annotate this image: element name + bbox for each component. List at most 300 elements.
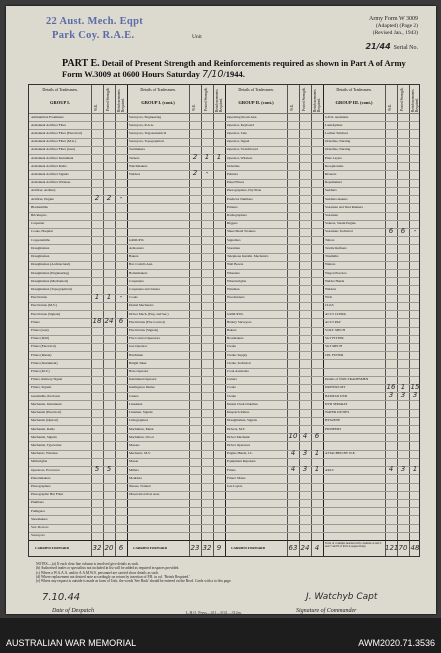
row-rule	[29, 228, 419, 229]
header-reinf: Reinforcements Required.	[215, 89, 223, 112]
form-page	[6, 6, 436, 614]
num-divider	[299, 85, 300, 556]
entry-value: 1	[314, 448, 320, 457]
row-label: Operating Room Asst.	[227, 114, 258, 119]
row-label: Fitters (Diesel)	[31, 352, 52, 357]
row-label: Radiographers	[227, 213, 247, 218]
header-reinf: Reinforcements Required.	[313, 89, 321, 112]
row-label: Electricians (Signals)	[129, 328, 159, 332]
row-rule	[29, 524, 419, 525]
row-label: Mason	[129, 459, 139, 464]
row-label: CLKS	[325, 303, 334, 308]
date-despatch-value: 7.10.44	[42, 592, 81, 603]
row-label: Hatchmen	[129, 352, 143, 357]
row-label: Boilermakers	[129, 270, 148, 275]
row-label: Dental Mechanics	[129, 303, 154, 308]
entry-value: 4	[290, 465, 296, 474]
row-rule	[29, 507, 419, 508]
entry-value: 4	[388, 465, 394, 474]
row-label: Saddlers-makers	[325, 196, 348, 201]
row-label: Cook Assistants	[227, 369, 249, 374]
archive-footer	[0, 618, 441, 653]
row-label: Electricians (M.V.)	[31, 303, 57, 308]
entry-value: 2	[192, 153, 198, 162]
row-label: Draughtsmen (Topographical)	[31, 286, 72, 291]
row-label: Gas Operator	[129, 344, 148, 349]
row-label: Fitters, Railway Signal	[31, 377, 63, 382]
header-reinf: Reinforcements Required.	[117, 89, 125, 112]
row-label: Cooks	[227, 385, 236, 390]
row-label: Moulders	[129, 475, 142, 480]
row-rule	[29, 384, 419, 385]
row-label: Woodturners	[227, 295, 245, 300]
strength-table	[28, 84, 420, 557]
entry-value: 6	[118, 317, 124, 326]
entry-value: 4	[290, 448, 296, 457]
carried-forward-value: 48	[410, 544, 420, 552]
row-label: PIONEERS	[325, 426, 342, 431]
carried-forward-value: 9	[216, 544, 222, 552]
row-label: Mechanist, Instrument	[31, 401, 62, 406]
row-label: Despatch Riders	[227, 410, 250, 415]
row-label: BATMAN DVR	[325, 393, 348, 398]
row-label: Telephone Installn. Mechanics	[227, 254, 269, 259]
row-label: Laundrymen	[325, 122, 343, 127]
row-rule	[29, 450, 419, 451]
row-label: Artificer, Artillery	[31, 188, 56, 193]
totals-note: Total of columns headed with columns 4 and 5, and 7 and 8 of Part A respectively.	[325, 542, 382, 549]
row-label: ACCT PAY	[325, 319, 341, 324]
header-group: GROUP II. (cont.)	[238, 100, 274, 105]
header-rule	[29, 113, 419, 114]
header-posted: Posted Strength.	[106, 87, 110, 111]
row-label: Dental Clerk Orderlies	[227, 401, 258, 406]
row-label: Welders	[129, 171, 141, 176]
entry-value: 1	[400, 382, 406, 391]
row-label: Gas Layers	[227, 484, 243, 489]
desc-divider	[385, 85, 386, 556]
entry-value: 24	[104, 317, 114, 326]
row-label: Mechanist, Signals	[31, 434, 57, 439]
row-label: Riggers	[227, 221, 238, 226]
row-label: Armourers	[129, 245, 144, 250]
carried-forward-value: 32	[202, 544, 212, 552]
row-label: Bakers	[129, 254, 139, 259]
carried-forward-value: 70	[398, 544, 408, 552]
row-label: Watchmakers	[129, 163, 148, 168]
row-label: Operators, Excavator	[31, 467, 60, 472]
form-adapted: (Adapted) (Page 2)	[375, 23, 418, 29]
entry-value: -	[205, 169, 209, 178]
row-label: Battery Surveyors	[227, 319, 252, 324]
row-label: DVR SEPARAT	[325, 401, 348, 406]
row-rule	[29, 376, 419, 377]
row-rule	[29, 466, 419, 467]
row-label: HYGIENE	[325, 418, 341, 423]
row-label: Textile Refiners	[325, 245, 347, 250]
row-rule	[29, 400, 419, 401]
note-line: (b) Authorised trades or specialists not included in list will be added as required in spaces provided.	[36, 566, 180, 571]
row-label: Clerks	[227, 393, 236, 398]
carried-forward-value: 121	[385, 544, 399, 552]
row-rule	[29, 195, 419, 196]
row-label: Wheelwrights	[227, 278, 247, 283]
row-label: SGT FITTER	[325, 336, 344, 341]
entry-value: 1	[204, 153, 210, 162]
row-rule	[29, 138, 419, 139]
row-label: Electricians (Signals)	[31, 311, 61, 316]
desc-divider	[287, 85, 288, 556]
row-label: Draughtsmen, Signals	[227, 418, 257, 423]
row-label: Electricians (Fire Control)	[129, 319, 165, 324]
row-label: Height Taker	[129, 360, 147, 365]
row-rule	[29, 244, 419, 245]
row-rule	[29, 409, 419, 410]
entry-value: 4	[302, 432, 308, 441]
row-label: Operator, Wireless	[227, 155, 253, 160]
row-rule	[29, 203, 419, 204]
row-label: Armament Artificer Instrument	[31, 155, 74, 160]
row-rule	[29, 129, 419, 130]
entry-value: 6	[388, 226, 394, 235]
footer-rule	[29, 540, 419, 541]
row-label: Predictor Numbers	[227, 196, 253, 201]
entry-value: 2	[192, 169, 198, 178]
row-label: Patternmakers	[31, 475, 51, 480]
row-label: Instrument Operator	[129, 377, 157, 382]
row-label: ACCT CLERK	[325, 311, 346, 316]
row-label: Joiners	[129, 393, 139, 398]
row-label: Artificer, Engine	[31, 196, 54, 201]
unit-label: Unit	[192, 34, 202, 40]
row-label: ARCC	[325, 467, 335, 472]
notes-block	[36, 562, 376, 583]
carried-forward-value: 32	[92, 544, 102, 552]
page-title	[62, 58, 422, 80]
entry-value: 3	[400, 465, 406, 474]
row-label: Armament Artificer Fitter (M.G.)	[31, 139, 77, 144]
title-part: PART E.	[62, 58, 100, 69]
header-details: Details of Tradesmen.	[238, 87, 274, 92]
row-label: Orderlies, Nursing	[325, 147, 351, 152]
note-line: (e) Where any request is outside is made as form of Unit, the words 'See Back' should be entered on the Recd. Cards with a to this page.	[36, 579, 232, 584]
row-label: Signallers	[227, 237, 241, 242]
row-rule	[29, 335, 419, 336]
row-label: Fitters (Instrument)	[31, 360, 58, 365]
row-label: Operator, Switchboard	[227, 147, 258, 152]
row-rule	[29, 162, 419, 163]
entry-value: 6	[314, 432, 320, 441]
row-rule	[29, 310, 419, 311]
entry-value: 1	[106, 292, 112, 301]
row-label: Engine Hands, I.C.	[227, 451, 253, 456]
row-label: Coppersmiths	[31, 237, 50, 242]
row-label: Mechanic, Wireless	[31, 451, 58, 456]
row-label: Draughtsmen (Architectural)	[31, 262, 71, 267]
row-label: Wagon Erectors	[325, 270, 347, 275]
row-rule	[29, 236, 419, 237]
row-label: GROUP III.	[227, 311, 244, 316]
serial-label: Serial No.	[393, 45, 418, 51]
unit-stamp-line2: Park Coy. R.A.E.	[52, 30, 135, 41]
row-label: Surveyors, Topographical	[129, 139, 164, 144]
row-label: Electricians	[31, 295, 48, 300]
row-label: Fitters (M.V.)	[31, 369, 50, 374]
row-label: WOs	[325, 295, 332, 300]
row-label: VOLT. MECH	[325, 328, 345, 332]
row-label: Operator, Keyboard	[227, 122, 254, 127]
num-divider	[397, 85, 398, 556]
num-divider	[311, 85, 312, 556]
row-label: Details of NON-TRADESMEN	[325, 377, 369, 382]
header-group: GROUP I.	[49, 100, 70, 105]
row-rule	[29, 491, 419, 492]
row-rule	[29, 532, 419, 533]
row-rule	[29, 277, 419, 278]
row-label: Mechanist, Radio	[31, 426, 55, 431]
entry-value: -	[119, 292, 123, 301]
row-label: Equipment Repairers	[227, 459, 256, 464]
header-group: GROUP I. (cont.)	[141, 100, 175, 105]
row-rule	[29, 302, 419, 303]
row-label: Carpenter	[31, 221, 45, 226]
form-header	[369, 16, 418, 37]
row-label: Bat. Comd's Asst.	[129, 262, 154, 267]
row-label: Driver Mech. (Eng. and Ser.)	[129, 311, 169, 316]
row-label: Drivers, M.T.	[227, 426, 246, 431]
row-label: Draughtsmen	[31, 245, 50, 250]
row-label: Shoemakers	[31, 516, 48, 521]
row-label: Linemen, Signals	[129, 410, 153, 415]
row-label: Storemen, Technical	[325, 229, 353, 234]
row-label: Photographers, Dry Plate	[227, 188, 262, 193]
row-label: Draughtsmen (Engineering)	[31, 270, 69, 275]
row-label: Armament Artificer Fitter (Electrical)	[31, 130, 83, 135]
row-label: Mechanist (Electrical)	[31, 410, 62, 415]
row-label: Surveyors, Trigonometrical	[129, 130, 167, 135]
row-label: Draughtsmen	[31, 254, 50, 259]
row-label: SGT MECH	[325, 344, 342, 349]
row-label: Surveyors, R.A.G.	[129, 122, 155, 127]
row-rule	[29, 187, 419, 188]
row-rule	[29, 269, 419, 270]
entry-value: 18	[92, 317, 102, 326]
row-label: Fitters	[227, 467, 236, 472]
header-posted: Posted Strength.	[302, 87, 306, 111]
row-rule	[29, 327, 419, 328]
entry-value: 2	[106, 194, 112, 203]
carried-forward-value: 23	[190, 544, 200, 552]
row-rule	[29, 343, 419, 344]
row-label: Storemen and Stud Runners	[325, 204, 363, 209]
row-label: Orderlies, Nursing	[325, 139, 351, 144]
header-reinf: Reinforcements Required.	[411, 89, 419, 112]
row-label: Wiremen	[227, 286, 240, 291]
unit-stamp-line1: 22 Aust. Mech. Eqpt	[46, 16, 144, 27]
row-rule	[29, 318, 419, 319]
row-rule	[29, 212, 419, 213]
row-rule	[29, 474, 419, 475]
row-label: Clerks, Technical	[227, 360, 251, 365]
row-label: Bootmakers	[227, 336, 244, 341]
row-label: Welders	[325, 286, 337, 291]
row-label: Mechanist (Optical)	[31, 418, 59, 423]
row-label: Fitters (Electrical)	[31, 344, 56, 349]
row-label: Armament Artificer Signals	[31, 171, 69, 176]
row-rule	[29, 261, 419, 262]
row-label: Clerks	[227, 344, 236, 349]
row-label: Stokers, Steam Engine	[325, 221, 356, 226]
header-posted: Posted Strength.	[400, 87, 404, 111]
group-divider	[127, 85, 128, 556]
entry-value: 10	[288, 432, 298, 441]
row-rule	[29, 515, 419, 516]
row-label: Leather Stitchers	[325, 130, 349, 135]
carried-forward-value: 63	[288, 544, 298, 552]
row-label: Millers	[129, 467, 139, 472]
row-label: Saw Doctors	[31, 525, 49, 530]
row-rule	[29, 433, 419, 434]
row-rule	[29, 253, 419, 254]
row-label: Painters	[227, 171, 238, 176]
row-label: Plate Layers	[325, 155, 342, 160]
serial-value: 21/44	[365, 42, 391, 51]
row-label: Armament Artificer Fitter	[31, 122, 67, 127]
row-label: Driver Operators	[227, 442, 251, 447]
title-text: Detail of Present Strength and Reinforcements required as shown in Part A of Army Form W.3009 at 0600 Hours Saturday	[62, 58, 406, 79]
entry-value: 1	[216, 153, 222, 162]
row-label: Orderlies	[227, 163, 240, 168]
row-rule	[29, 417, 419, 418]
row-label: Tailors	[325, 237, 335, 242]
row-label: Surveyors	[31, 533, 45, 538]
entry-value: 3	[302, 448, 308, 457]
carried-forward-label: CARRIED FORWARD	[231, 546, 266, 550]
row-rule	[29, 392, 419, 393]
row-rule	[29, 285, 419, 286]
header-group: GROUP III. (cont.)	[335, 100, 373, 105]
row-rule	[29, 441, 419, 442]
row-label: Turners	[129, 155, 140, 160]
footer-right: AWM2020.71.3536	[358, 638, 435, 648]
entry-value: 1	[94, 292, 100, 301]
row-label: Nurses, Trained	[129, 484, 151, 489]
signature-value: J. Watchyb Capt	[306, 592, 378, 602]
group-divider	[225, 85, 226, 556]
entry-value: 1	[412, 465, 418, 474]
row-rule	[29, 425, 419, 426]
entry-value: -	[413, 226, 417, 235]
entry-value: 6	[400, 226, 406, 235]
row-label: Gunsmiths, Precision	[31, 393, 61, 398]
header-details: Details of Tradesmen.	[140, 87, 176, 92]
carried-forward-label: CARRIED FORWARD	[133, 546, 168, 550]
note-line: NOTES.—(a) If each clear line column is involved give details as such.	[36, 562, 140, 566]
row-label: Lithographers	[129, 418, 149, 423]
row-label: Fitters' Mates	[227, 475, 246, 480]
signature-label: Signature of Commander	[296, 608, 357, 614]
row-label: Cutters	[227, 377, 237, 382]
row-label: Storemen	[227, 245, 240, 250]
entry-value: 2	[94, 194, 100, 203]
row-rule	[29, 351, 419, 352]
row-label: ATTACHED BY W.E.	[325, 451, 356, 456]
note-line: (d) Where replacement not desired note accordingly on return by insertion of P.R. in col. 'Reinfs Required.'	[36, 574, 190, 579]
row-label: Cooks	[129, 295, 138, 300]
row-label: Linesmen	[129, 401, 143, 406]
row-label: Toolmakers	[129, 147, 145, 152]
entry-value: 5	[106, 465, 112, 474]
row-label: Fumigator	[31, 508, 46, 513]
row-label: Driver Mechanic	[227, 434, 251, 439]
row-label: Panel Fitters	[227, 180, 245, 185]
row-rule	[29, 458, 419, 459]
row-rule	[29, 483, 419, 484]
carried-forward-value: 20	[104, 544, 114, 552]
header-we: W.E.	[388, 103, 392, 111]
entry-value: 1	[314, 465, 320, 474]
row-rule	[29, 179, 419, 180]
row-label: Millwrights	[31, 459, 48, 464]
row-label: Fitters (Gun)	[31, 328, 49, 332]
header-details: Details of Tradesmen.	[42, 87, 78, 92]
row-label: Bakers	[227, 328, 237, 332]
row-rule	[29, 121, 419, 122]
num-divider	[409, 85, 410, 556]
row-label: Machinists, Wood	[129, 434, 154, 439]
carried-forward-value: 6	[118, 544, 124, 552]
row-label: CPL FITTER	[325, 352, 344, 357]
row-label: Fitters, Signals	[31, 385, 52, 390]
row-label: Clerks, Supply	[227, 352, 248, 357]
header-we: W.E.	[290, 103, 294, 111]
header-we: W.E.	[94, 103, 98, 111]
row-label: Machinists, Metal	[129, 426, 154, 431]
row-label: Welder Hands	[325, 278, 345, 283]
group-divider	[323, 85, 324, 556]
row-label: Plumbers	[31, 500, 44, 505]
row-label: DRIVERS MT	[325, 385, 346, 390]
carried-forward-label: CARRIED FORWARD	[35, 546, 70, 550]
note-line: (c) Where a W.A.A.A. and/or A.A.M.W.S. personnel are carried show details as such.	[36, 570, 159, 575]
form-revised: (Revised Jan., 1943)	[372, 30, 418, 36]
row-label: Operator, Signal	[227, 139, 250, 144]
date-despatch-label: Date of Despatch	[52, 608, 94, 614]
row-label: Fitters (Drill)	[31, 336, 50, 341]
row-label: Wheelers	[227, 270, 240, 275]
row-label: Armament Artificer Radio	[31, 163, 67, 168]
form-number: Army Form W 3009	[369, 16, 418, 22]
row-label: Mechanist, Typewriter	[31, 442, 62, 447]
row-label: Tinsmiths	[325, 254, 339, 259]
header-posted: Posted Strength.	[204, 87, 208, 111]
row-label: Draughtsmen (Mechanical)	[31, 278, 69, 283]
row-label: Bricklayers	[31, 213, 47, 218]
row-label: Sheet Metal Workers	[227, 229, 256, 234]
row-label: Receptionists	[325, 163, 344, 168]
entry-value: 5	[94, 465, 100, 474]
row-label: Observation Post Asst.	[129, 492, 160, 497]
row-label: Masons	[129, 442, 140, 447]
press-line: L.H.Q. Press—411—8/41—312m.	[186, 610, 242, 615]
row-label: Mechanic, M.V.	[129, 451, 151, 456]
row-rule	[29, 170, 419, 171]
row-label: Cooks, Hospital	[31, 229, 53, 234]
carried-forward-value: 24	[300, 544, 310, 552]
row-label: Armament Artificer Fitter (Gun)	[31, 147, 75, 152]
entry-value: 3	[412, 391, 418, 400]
row-label: Armament Artificer Wireless	[31, 180, 71, 185]
